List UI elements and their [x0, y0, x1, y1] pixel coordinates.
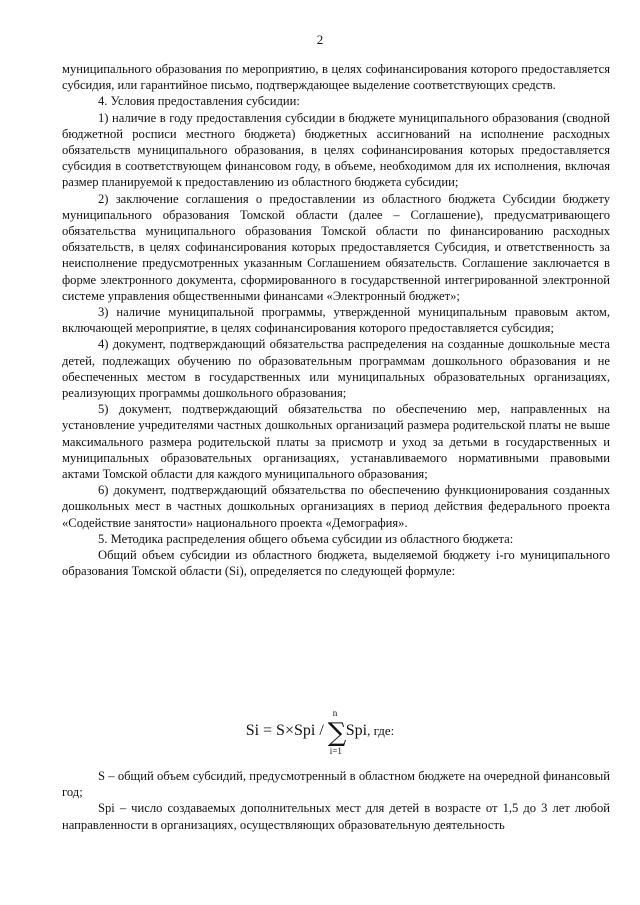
paragraph: 5) документ, подтверждающий обязательства по обеспечению мер, направленных на установление учредителями частных дошкольных организаций размера родительской платы не выше максимального размера родительской платы за присмотр и уход за детьми в государственных и муниципальных образовательных организациях, устанавливаемого нормативными правовыми актами Томской области для каждого муниципального образования;: [62, 402, 610, 482]
sigma-upper-limit: n: [332, 708, 338, 718]
formula: [0, 700, 640, 760]
sigma-lower-limit: i=1: [329, 746, 342, 756]
page-number: 2: [316, 32, 324, 47]
formula-suffix: , где:: [367, 723, 395, 738]
paragraph: 4. Условия предоставления субсидии:: [98, 94, 300, 109]
paragraph: 2) заключение соглашения о предоставлении из областного бюджета Субсидии бюджету муниципального образования Томской области (далее – Соглашение), предусматривающего обязательства муниципального образования Томской области по финансированию расходных обязательств, в целях софинансирования которых предоставляется Субсидия, и ответственность за неисполнение предусмотренных указанным Соглашением обязательств. Соглашение заключается в форме электронного документа, сформированного в государственной интегрированной электронной системе управления общественными финансами «Электронный бюджет»;: [62, 191, 610, 303]
paragraph: Общий объем субсидии из областного бюджета, выделяемой бюджету i-го муниципального образования Томской области (Si), определяется по следующей формуле:: [62, 548, 610, 579]
sigma-icon: ∑: [327, 718, 347, 748]
paragraph: 6) документ, подтверждающий обязательства по обеспечению функционирования созданных дошкольных мест в частных дошкольных организациях в период действия федерального проекта «Содействие занятости» национального проекта «Демография».: [62, 483, 610, 530]
paragraph: муниципального образования по мероприятию, в целях софинансирования которого предоставляется субсидия, или гарантийное письмо, подтверждающее выделение соответствующих средств.: [62, 62, 610, 93]
formula-lhs: Si = S×Spi /: [245, 722, 328, 739]
summation-sign: [327, 708, 347, 756]
paragraph: 3) наличие муниципальной программы, утвержденной муниципальным правовым актом, включающей мероприятие, в целях софинансирования которого предоставляется субсидия;: [62, 305, 610, 336]
paragraph: Spi – число создаваемых дополнительных мест для детей в возрасте от 1,5 до 3 лет любой направленности в организациях, осуществляющих образовательную деятельность: [62, 801, 610, 832]
paragraph: 4) документ, подтверждающий обязательства распределения на созданные дошкольные места детей, подлежащих обучению по образовательным программам дошкольного образования и не обеспеченных местом в государственных или муниципальных образовательных организациях, реализующих программы дошкольного образования;: [62, 337, 610, 401]
document-body: [62, 61, 610, 580]
paragraph: 1) наличие в году предоставления субсидии в бюджете муниципального образования (сводной бюджетной росписи местного бюджета) бюджетных ассигнований на исполнение расходных обязательств муниципального образования, в целях софинансирования которых предоставляется субсидия в соответствующем финансовом году, в объеме, необходимом для их исполнения, включая размер планируемой к предоставлению из областного бюджета субсидии;: [62, 110, 610, 190]
paragraph: S – общий объем субсидий, предусмотренный в областном бюджете на очередной финансовый год;: [62, 769, 610, 800]
paragraph: 5. Методика распределения общего объема субсидии из областного бюджета:: [98, 531, 514, 546]
document-body-continued: [62, 768, 610, 833]
formula-rhs: Spi: [345, 722, 368, 739]
